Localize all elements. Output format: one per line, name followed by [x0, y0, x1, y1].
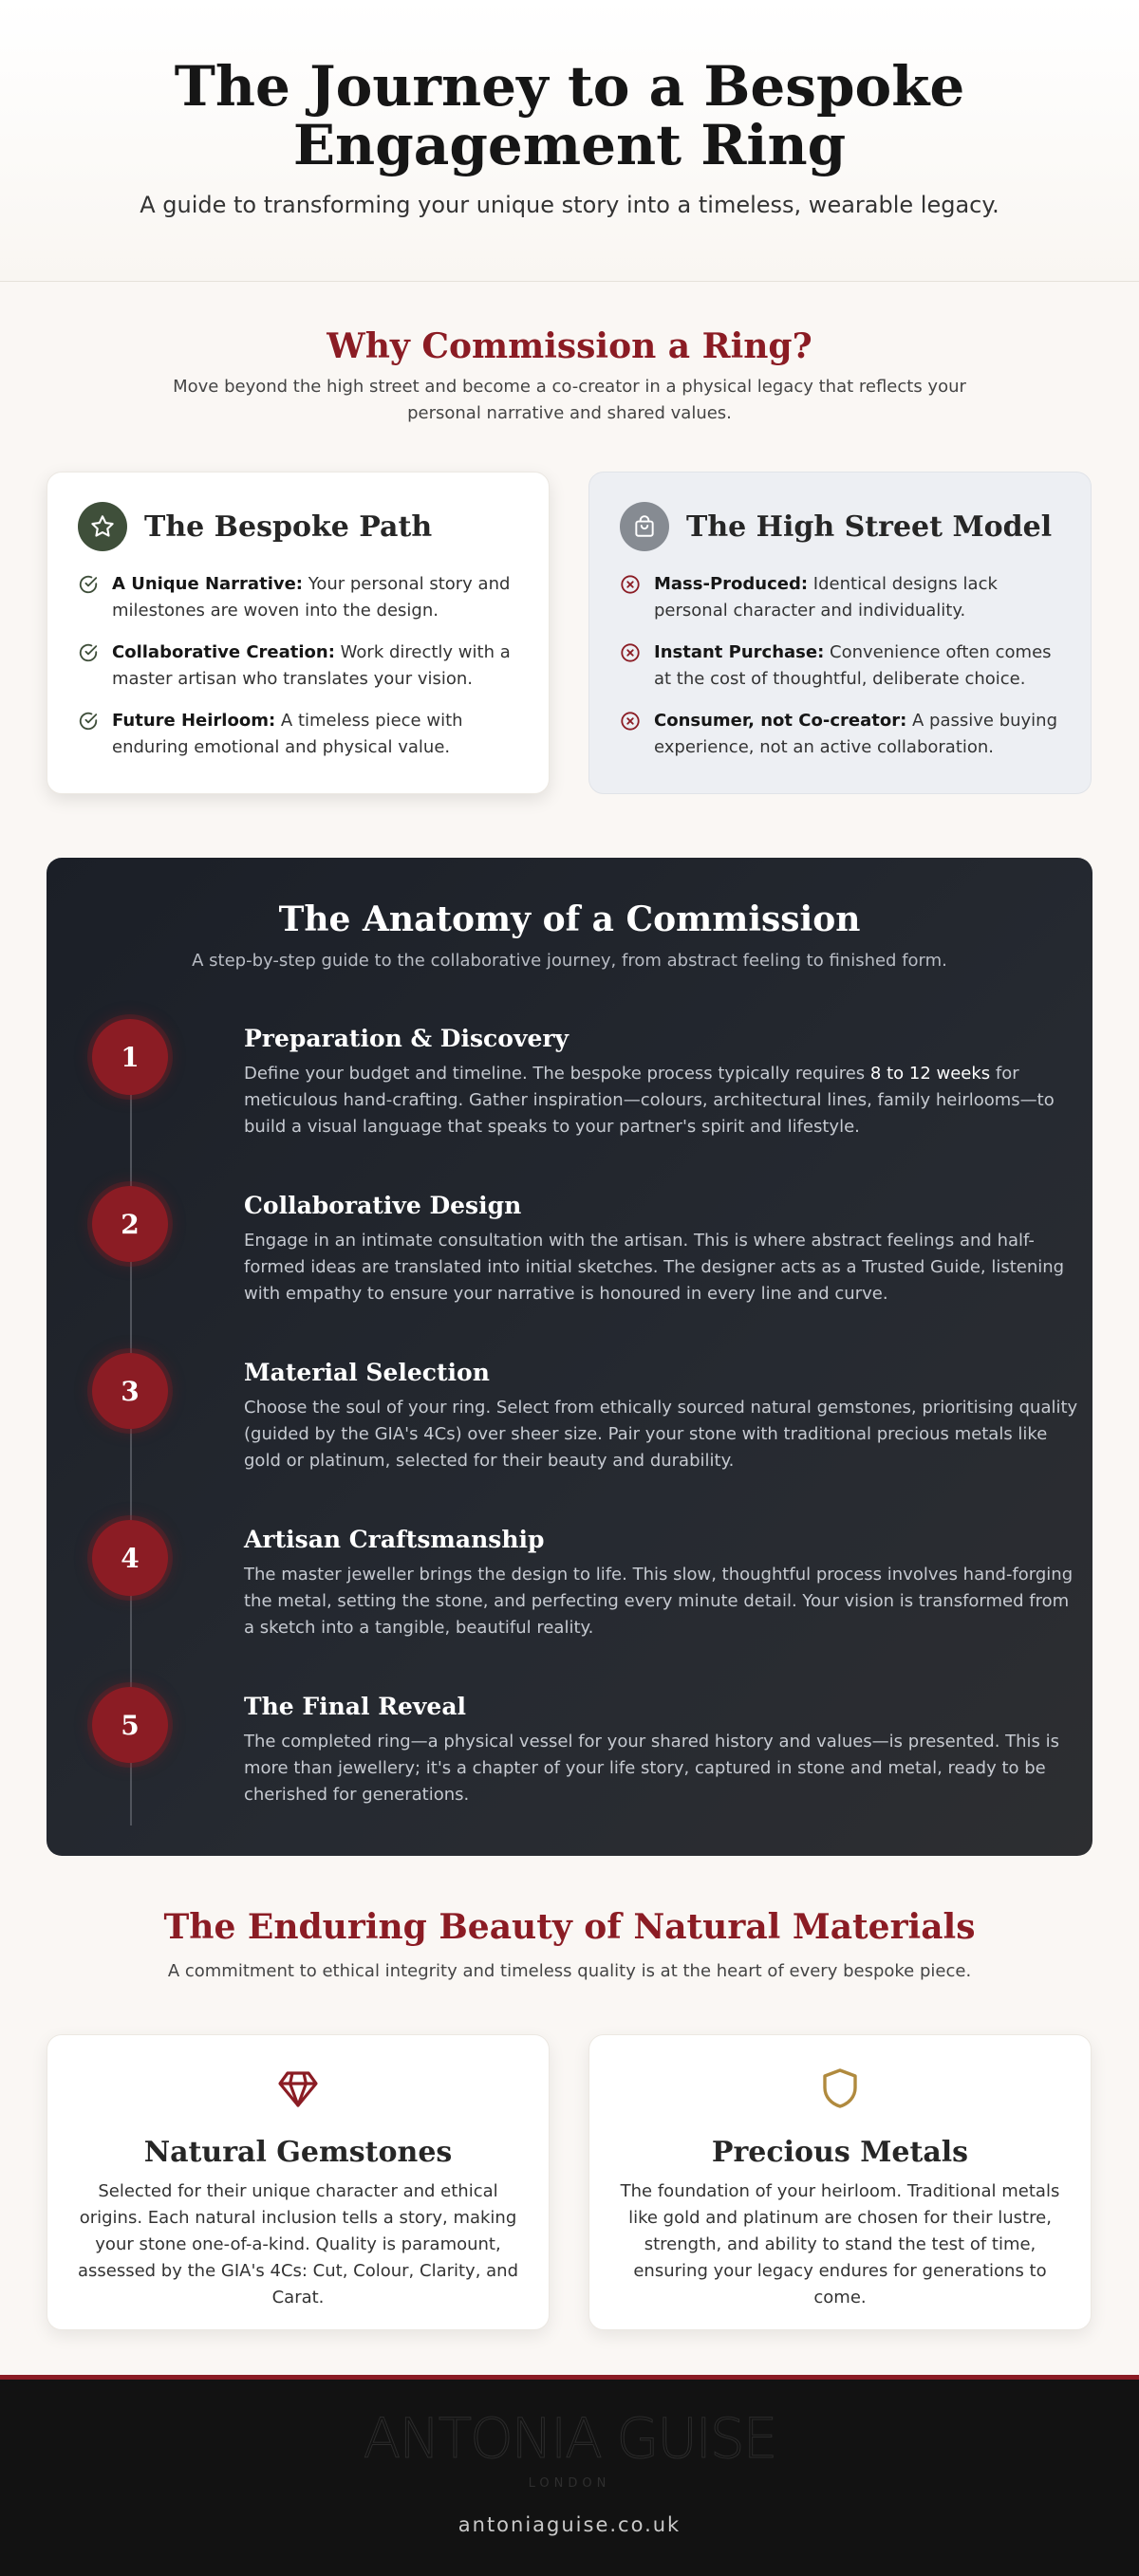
check-circle-icon: [78, 574, 99, 595]
step-title: Preparation & Discovery: [244, 1025, 570, 1052]
step-description: [244, 1061, 1079, 1140]
step-title: Material Selection: [244, 1359, 490, 1386]
item-label: Future Heirloom:: [112, 711, 276, 731]
x-circle-icon: [620, 574, 641, 595]
check-circle-icon: [78, 642, 99, 663]
step-number-badge: 4: [92, 1520, 168, 1596]
hero: [0, 0, 1139, 282]
bespoke-path-card: [47, 472, 550, 794]
page-title: The Journey to a Bespoke Engagement Ring: [174, 54, 965, 177]
shield-icon: [817, 2066, 863, 2111]
why-subtitle: Move beyond the high street and become a co-creator in a physical legacy that reflects your personal narrative and shared values.: [173, 377, 966, 423]
list-item: [620, 639, 1060, 693]
list-item: [620, 708, 1060, 761]
step-text: for meticulous hand-crafting. Gather inspiration—colours, architectural lines, family heirlooms—to build a visual language that speaks to your partner's spirit and lifestyle.: [244, 1064, 1055, 1137]
step-1: [92, 1019, 1055, 1186]
step-number-badge: 3: [92, 1353, 168, 1429]
list-item: [620, 571, 1060, 624]
item-text: A timeless piece with enduring emotional and physical value.: [112, 711, 463, 757]
item-text: Work directly with a master artisan who translates your vision.: [112, 642, 511, 689]
item-text: Convenience often comes at the cost of thoughtful, deliberate choice.: [654, 642, 1052, 689]
materials-subtitle: A commitment to ethical integrity and timeless quality is at the heart of every bespoke piece.: [167, 1961, 972, 1981]
anatomy-section: [47, 858, 1092, 1856]
item-label: A Unique Narrative:: [112, 574, 303, 594]
step-description: Choose the soul of your ring. Select from ethically sourced natural gemstones, prioritising quality (guided by the GIA's 4Cs) over sheer size. Pair your stone with traditional precious metals like gold or platinum, selected for their beauty and durability.: [244, 1398, 1078, 1471]
step-number-badge: 2: [92, 1186, 168, 1262]
card-body: Selected for their unique character and ethical origins. Each natural inclusion tells a story, making your stone one-of-a-kind. Quality is paramount, assessed by the GIA's 4Cs: Cut, Colour, Clarity, and Carat.: [77, 2181, 519, 2307]
bespoke-path-title: The Bespoke Path: [144, 510, 433, 544]
shopping-bag-icon: [620, 502, 669, 551]
high-street-title: The High Street Model: [686, 510, 1053, 544]
high-street-card: [588, 472, 1092, 794]
step-description: The completed ring—a physical vessel for your shared history and values—is presented. This is more than jewellery; it's a chapter of your life story, captured in stone and metal, ready to be cherished for generations.: [244, 1732, 1060, 1805]
item-label: Consumer, not Co-creator:: [654, 711, 907, 731]
step-3: [92, 1353, 1078, 1520]
gem-icon: [275, 2066, 321, 2111]
item-label: Collaborative Creation:: [112, 642, 335, 662]
comparison-cards: [0, 472, 1139, 832]
step-highlight: 8 to 12 weeks: [869, 1064, 991, 1084]
website-link[interactable]: antoniaguise.co.uk: [457, 2513, 682, 2536]
card-body: The foundation of your heirloom. Traditional metals like gold and platinum are chosen for their lustre, strength, and ability to stand the test of time, ensuring your legacy endures for generations to come.: [620, 2181, 1060, 2307]
step-title: Collaborative Design: [244, 1192, 522, 1219]
x-circle-icon: [620, 711, 641, 732]
step-description: The master jeweller brings the design to life. This slow, thoughtful process involves hand-forging the metal, setting the stone, and perfecting every minute detail. Your vision is transformed from a sketch into a tangible, beautiful reality.: [244, 1565, 1074, 1638]
check-circle-icon: [78, 711, 99, 732]
list-item: [78, 571, 518, 624]
item-label: Instant Purchase:: [654, 642, 825, 662]
item-text: A passive buying experience, not an active collaboration.: [654, 711, 1058, 757]
page-subtitle: A guide to transforming your unique story into a timeless, wearable legacy.: [140, 192, 999, 218]
gemstones-card: [47, 2034, 550, 2330]
why-section: [0, 282, 1139, 832]
step-5: [92, 1687, 1060, 1854]
materials-title: The Enduring Beauty of Natural Materials: [163, 1907, 976, 1947]
anatomy-subtitle: A step-by-step guide to the collaborative journey, from abstract feeling to finished form.: [192, 951, 947, 971]
item-text: Identical designs lack personal character and individuality.: [654, 574, 998, 621]
step-number-badge: 5: [92, 1687, 168, 1763]
metals-card: [588, 2034, 1092, 2330]
brand-location: LONDON: [528, 2476, 611, 2491]
brand-logo: ANTONIA GUISE: [363, 2406, 776, 2471]
step-title: The Final Reveal: [244, 1693, 467, 1720]
star-icon: [78, 502, 127, 551]
step-text: Define your budget and timeline. The bespoke process typically requires: [244, 1064, 870, 1084]
footer: [0, 2375, 1139, 2576]
list-item: [78, 708, 518, 761]
materials-section: [0, 1907, 1139, 2307]
step-title: Artisan Craftsmanship: [244, 1526, 545, 1553]
step-2: [92, 1186, 1065, 1353]
item-text: Your personal story and milestones are woven into the design.: [112, 574, 511, 621]
step-number-badge: 1: [92, 1019, 168, 1095]
card-title: Precious Metals: [711, 2136, 969, 2169]
card-title: Natural Gemstones: [143, 2136, 453, 2169]
item-label: Mass-Produced:: [654, 574, 809, 594]
why-title: Why Commission a Ring?: [327, 326, 812, 366]
step-description: Engage in an intimate consultation with the artisan. This is where abstract feelings and half-formed ideas are translated into initial sketches. The designer acts as a Trusted Guide, listening with empathy to ensure your narrative is honoured in every line and curve.: [244, 1231, 1065, 1304]
anatomy-title: The Anatomy of a Commission: [278, 899, 861, 939]
list-item: [78, 639, 518, 693]
x-circle-icon: [620, 642, 641, 663]
step-4: [92, 1520, 1074, 1687]
